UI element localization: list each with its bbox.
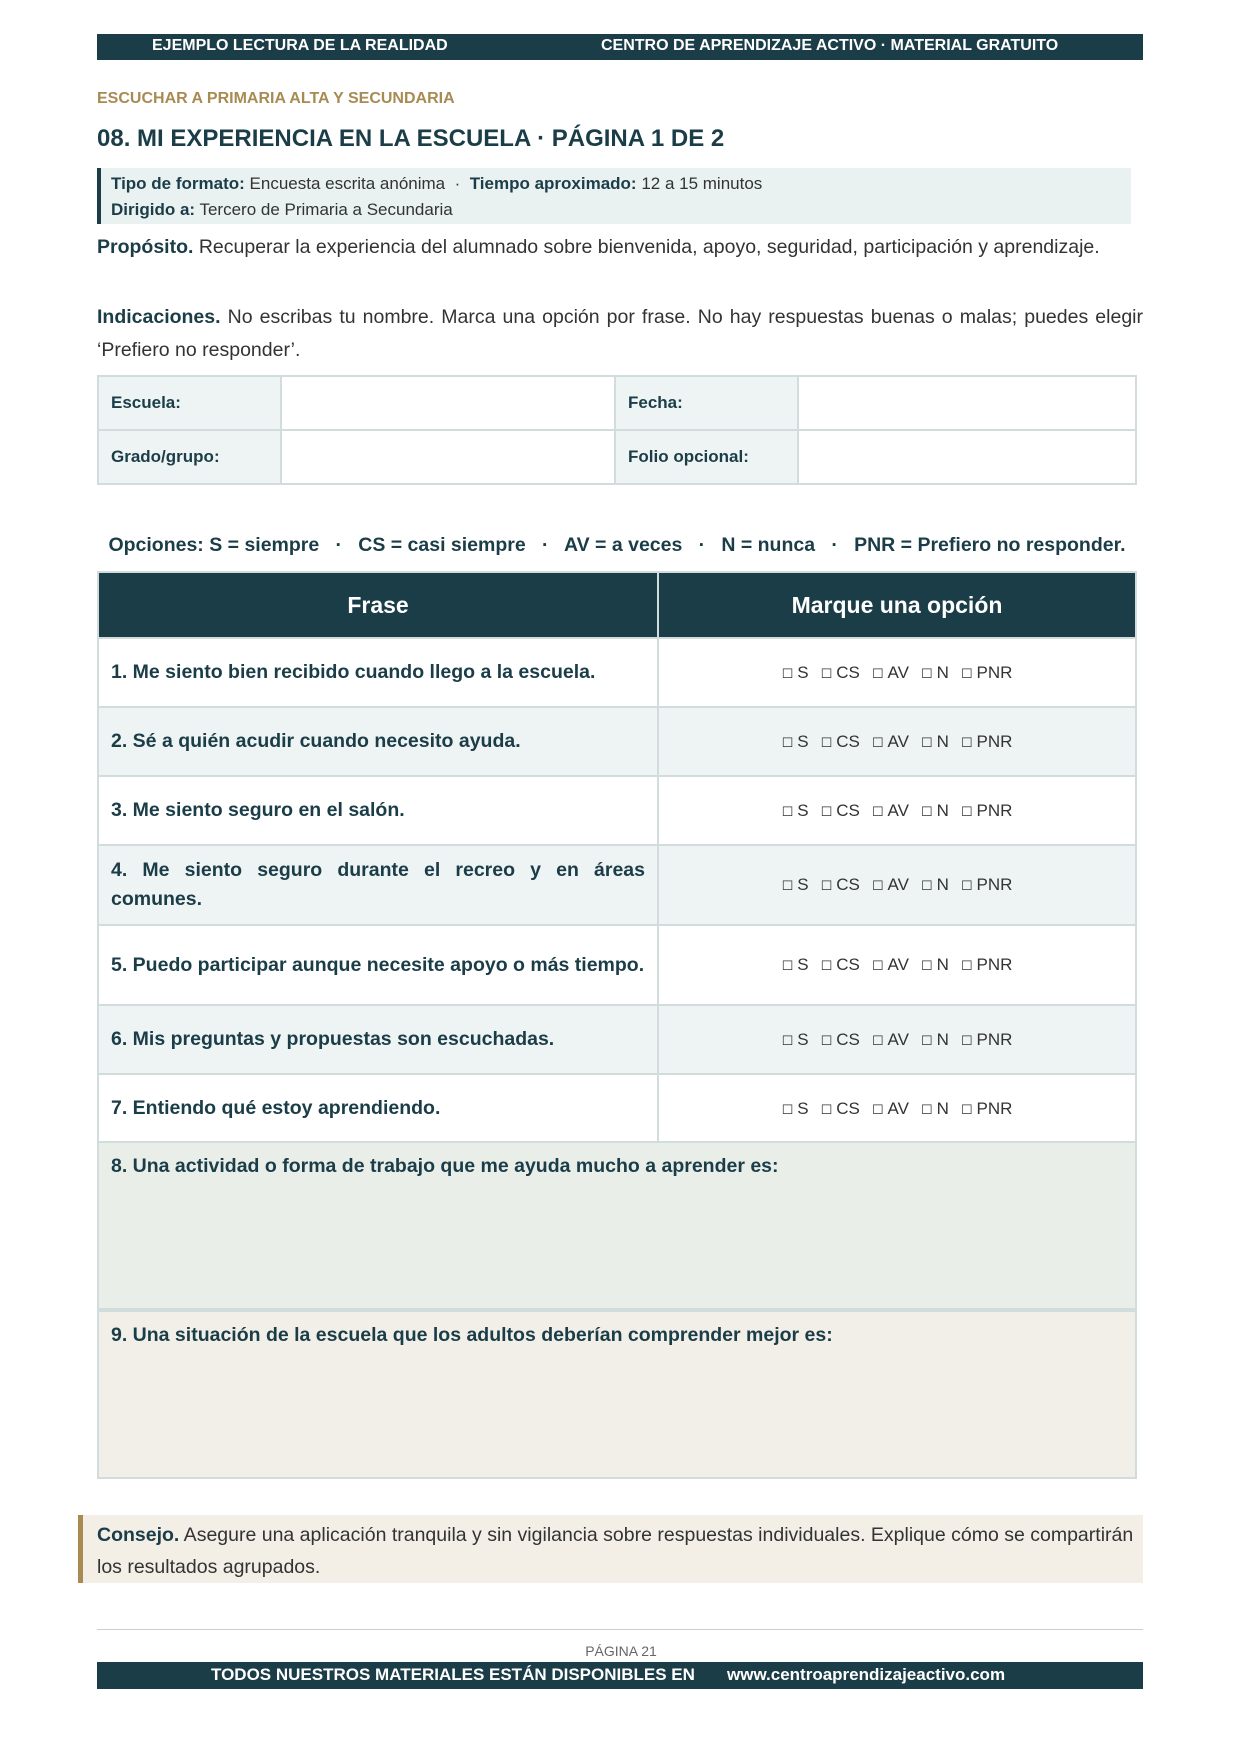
- table-row: [98, 776, 1136, 845]
- phrase-cell: 3. Me siento seguro en el salón.: [98, 776, 658, 845]
- checkbox-icon[interactable]: ☐: [920, 665, 933, 681]
- checkbox-icon[interactable]: ☐: [781, 1101, 794, 1117]
- checkbox-icon[interactable]: ☐: [871, 734, 884, 750]
- open-question-8-label: 8. Una actividad o forma de trabajo que me ayuda mucho a aprender es:: [111, 1155, 779, 1177]
- meta-line-2: [111, 197, 1131, 223]
- options-legend: Opciones: S = siempre · CS = casi siempre · AV = a veces · N = nunca · PNR = Prefiero no responder.: [108, 534, 1126, 556]
- checkbox-icon[interactable]: ☐: [871, 803, 884, 819]
- folio-label: Folio opcional:: [615, 430, 798, 484]
- choice-option[interactable]: [961, 801, 1013, 820]
- choice-label: PNR: [976, 800, 1013, 820]
- checkbox-icon[interactable]: ☐: [920, 878, 933, 893]
- choice-option[interactable]: [872, 955, 909, 974]
- choice-label: CS: [836, 875, 860, 894]
- choice-label: CS: [836, 800, 860, 820]
- choice-option[interactable]: [872, 875, 909, 894]
- choice-label: N: [936, 875, 949, 894]
- choice-label: S: [797, 731, 809, 751]
- choice-cell: [658, 845, 1136, 925]
- section-label: ESCUCHAR A PRIMARIA ALTA Y SECUNDARIA: [97, 90, 455, 107]
- checkbox-icon[interactable]: ☐: [871, 878, 884, 893]
- tip-label: Consejo.: [97, 1524, 180, 1546]
- header-bar: [97, 34, 1143, 60]
- folio-field[interactable]: [798, 430, 1136, 484]
- grade-field[interactable]: [281, 430, 615, 484]
- choice-option[interactable]: [872, 663, 909, 682]
- instructions-paragraph: [97, 301, 1143, 367]
- date-field[interactable]: [798, 376, 1136, 430]
- checkbox-icon[interactable]: ☐: [920, 803, 933, 819]
- choice-option[interactable]: [961, 875, 1013, 894]
- choice-cell: [658, 638, 1136, 707]
- info-grid: [97, 375, 1137, 485]
- choice-label: S: [797, 875, 809, 894]
- meta-box: [97, 168, 1131, 224]
- checkbox-icon[interactable]: ☐: [781, 734, 794, 750]
- choice-cell: [658, 925, 1136, 1005]
- footer-divider: [97, 1629, 1143, 1630]
- checkbox-icon[interactable]: ☐: [960, 878, 973, 893]
- choice-option[interactable]: [821, 955, 860, 974]
- choice-option[interactable]: [782, 875, 809, 894]
- checkbox-icon[interactable]: ☐: [820, 734, 833, 750]
- choice-cell: [658, 707, 1136, 776]
- choice-option[interactable]: [782, 801, 809, 820]
- checkbox-icon[interactable]: ☐: [960, 734, 973, 750]
- column-header-choice: Marque una opción: [658, 572, 1136, 638]
- page-number: PÁGINA 21: [585, 1643, 657, 1659]
- phrase-cell: 7. Entiendo qué estoy aprendiendo.: [98, 1074, 658, 1143]
- header-right-text: CENTRO DE APRENDIZAJE ACTIVO · MATERIAL GRATUITO: [601, 37, 1059, 54]
- choice-label: CS: [836, 955, 860, 974]
- format-label: Tipo de formato:: [111, 174, 245, 193]
- choice-cell: [658, 1074, 1136, 1143]
- checkbox-icon[interactable]: ☐: [960, 803, 973, 819]
- time-label: Tiempo aproximado:: [469, 174, 637, 193]
- choice-option[interactable]: [782, 1099, 809, 1118]
- choice-option[interactable]: [961, 1099, 1013, 1118]
- time-value: 12 a 15 minutos: [636, 174, 763, 193]
- choice-label: PNR: [976, 662, 1013, 682]
- choice-label: N: [936, 662, 949, 682]
- choice-label: PNR: [976, 1098, 1013, 1118]
- survey-table: [97, 571, 1137, 1144]
- table-row: [98, 1074, 1136, 1143]
- choice-option[interactable]: [782, 1030, 809, 1049]
- choice-label: S: [797, 800, 809, 820]
- choice-label: N: [936, 800, 949, 820]
- grade-label: Grado/grupo:: [98, 430, 281, 484]
- table-row: [98, 638, 1136, 707]
- choice-option[interactable]: [872, 1030, 909, 1049]
- footer-left-text: TODOS NUESTROS MATERIALES ESTÁN DISPONIBLES EN: [211, 1665, 695, 1684]
- choice-option[interactable]: [782, 663, 809, 682]
- choice-label: AV: [887, 731, 909, 751]
- phrase-cell: 5. Puedo participar aunque necesite apoyo o más tiempo.: [98, 925, 658, 1005]
- audience-label: Dirigido a:: [111, 200, 196, 219]
- choice-option[interactable]: [782, 955, 809, 974]
- choice-label: AV: [887, 955, 909, 974]
- checkbox-icon[interactable]: ☐: [920, 734, 933, 750]
- choice-option[interactable]: [821, 663, 860, 682]
- checkbox-icon[interactable]: ☐: [820, 665, 833, 681]
- choice-option[interactable]: [961, 955, 1013, 974]
- choice-option[interactable]: [821, 801, 860, 820]
- choice-option[interactable]: [921, 663, 949, 682]
- checkbox-icon[interactable]: ☐: [960, 958, 973, 973]
- page-title: 08. MI EXPERIENCIA EN LA ESCUELA · PÁGINA 1 DE 2: [97, 125, 725, 152]
- audience-value: Tercero de Primaria a Secundaria: [195, 200, 453, 219]
- school-label: Escuela:: [98, 376, 281, 430]
- choice-option[interactable]: [921, 801, 949, 820]
- choice-option[interactable]: [872, 732, 909, 751]
- checkbox-icon[interactable]: ☐: [820, 958, 833, 973]
- checkbox-icon[interactable]: ☐: [820, 803, 833, 819]
- choice-option[interactable]: [821, 875, 860, 894]
- phrase-cell: 2. Sé a quién acudir cuando necesito ayuda.: [98, 707, 658, 776]
- open-question-9[interactable]: [97, 1310, 1137, 1479]
- choice-option[interactable]: [921, 1030, 949, 1049]
- meta-separator: ·: [445, 174, 470, 193]
- choice-label: N: [936, 955, 949, 974]
- choice-label: AV: [887, 662, 909, 682]
- checkbox-icon[interactable]: ☐: [960, 1101, 973, 1117]
- footer-bar: [97, 1662, 1143, 1689]
- open-question-8[interactable]: [97, 1141, 1137, 1310]
- choice-label: PNR: [976, 875, 1013, 894]
- open-question-9-label: 9. Una situación de la escuela que los adultos deberían comprender mejor es:: [111, 1324, 833, 1346]
- choice-label: AV: [887, 800, 909, 820]
- choice-label: S: [797, 662, 809, 682]
- choice-option[interactable]: [961, 663, 1013, 682]
- table-row: [98, 1005, 1136, 1074]
- purpose-paragraph: [97, 231, 1143, 264]
- tip-text: Asegure una aplicación tranquila y sin vigilancia sobre respuestas individuales. Explique cómo se compartirán los resultados agrupados.: [97, 1524, 1134, 1578]
- purpose-text: Recuperar la experiencia del alumnado sobre bienvenida, apoyo, seguridad, participación y aprendizaje.: [193, 236, 1100, 258]
- checkbox-icon[interactable]: ☐: [781, 803, 794, 819]
- checkbox-icon[interactable]: ☐: [920, 1032, 933, 1048]
- choice-label: N: [936, 731, 949, 751]
- checkbox-icon[interactable]: ☐: [871, 958, 884, 973]
- choice-label: CS: [836, 731, 860, 751]
- date-label: Fecha:: [615, 376, 798, 430]
- checkbox-icon[interactable]: ☐: [960, 1032, 973, 1048]
- choice-option[interactable]: [782, 732, 809, 751]
- checkbox-icon[interactable]: ☐: [781, 878, 794, 893]
- choice-label: CS: [836, 1029, 860, 1049]
- checkbox-icon[interactable]: ☐: [871, 1101, 884, 1117]
- choice-option[interactable]: [961, 732, 1013, 751]
- checkbox-icon[interactable]: ☐: [820, 1032, 833, 1048]
- choice-label: AV: [887, 1029, 909, 1049]
- choice-option[interactable]: [872, 1099, 909, 1118]
- choice-option[interactable]: [821, 1030, 860, 1049]
- choice-cell: [658, 776, 1136, 845]
- choice-label: N: [936, 1098, 949, 1118]
- checkbox-icon[interactable]: ☐: [820, 1101, 833, 1117]
- checkbox-icon[interactable]: ☐: [781, 958, 794, 973]
- table-row: [98, 707, 1136, 776]
- choice-cell: [658, 1005, 1136, 1074]
- choice-label: CS: [836, 662, 860, 682]
- choice-label: CS: [836, 1098, 860, 1118]
- instructions-text: No escribas tu nombre. Marca una opción por frase. No hay respuestas buenas o malas; puedes elegir ‘Prefiero no responder’.: [97, 306, 1143, 361]
- column-header-phrase: Frase: [98, 572, 658, 638]
- footer-url[interactable]: www.centroaprendizajeactivo.com: [727, 1665, 1006, 1684]
- phrase-cell: 1. Me siento bien recibido cuando llego a la escuela.: [98, 638, 658, 707]
- choice-option[interactable]: [961, 1030, 1013, 1049]
- header-left-text: EJEMPLO LECTURA DE LA REALIDAD: [152, 37, 448, 54]
- instructions-label: Indicaciones.: [97, 306, 221, 328]
- choice-option[interactable]: [921, 732, 949, 751]
- choice-label: S: [797, 1029, 809, 1049]
- phrase-cell: 6. Mis preguntas y propuestas son escuchadas.: [98, 1005, 658, 1074]
- table-row: [98, 925, 1136, 1005]
- meta-line-1: [111, 171, 1131, 197]
- choice-option[interactable]: [921, 1099, 949, 1118]
- choice-label: AV: [887, 875, 909, 894]
- choice-label: S: [797, 955, 809, 974]
- tip-box: [78, 1515, 1143, 1583]
- choice-label: PNR: [976, 731, 1013, 751]
- choice-option[interactable]: [821, 732, 860, 751]
- choice-option[interactable]: [921, 955, 949, 974]
- choice-label: S: [797, 1098, 809, 1118]
- checkbox-icon[interactable]: ☐: [781, 1032, 794, 1048]
- phrase-cell: 4. Me siento seguro durante el recreo y en áreas comunes.: [98, 845, 658, 925]
- checkbox-icon[interactable]: ☐: [920, 958, 933, 973]
- choice-label: PNR: [976, 1029, 1013, 1049]
- format-value: Encuesta escrita anónima: [244, 174, 446, 193]
- checkbox-icon[interactable]: ☐: [960, 665, 973, 681]
- choice-option[interactable]: [821, 1099, 860, 1118]
- purpose-label: Propósito.: [97, 236, 194, 258]
- choice-option[interactable]: [872, 801, 909, 820]
- checkbox-icon[interactable]: ☐: [871, 1032, 884, 1048]
- checkbox-icon[interactable]: ☐: [920, 1101, 933, 1117]
- school-field[interactable]: [281, 376, 615, 430]
- survey-body: [98, 638, 1136, 1143]
- table-row: [98, 845, 1136, 925]
- checkbox-icon[interactable]: ☐: [781, 665, 794, 681]
- choice-label: N: [936, 1029, 949, 1049]
- choice-label: PNR: [976, 955, 1013, 974]
- checkbox-icon[interactable]: ☐: [871, 665, 884, 681]
- choice-option[interactable]: [921, 875, 949, 894]
- checkbox-icon[interactable]: ☐: [820, 878, 833, 893]
- choice-label: AV: [887, 1098, 909, 1118]
